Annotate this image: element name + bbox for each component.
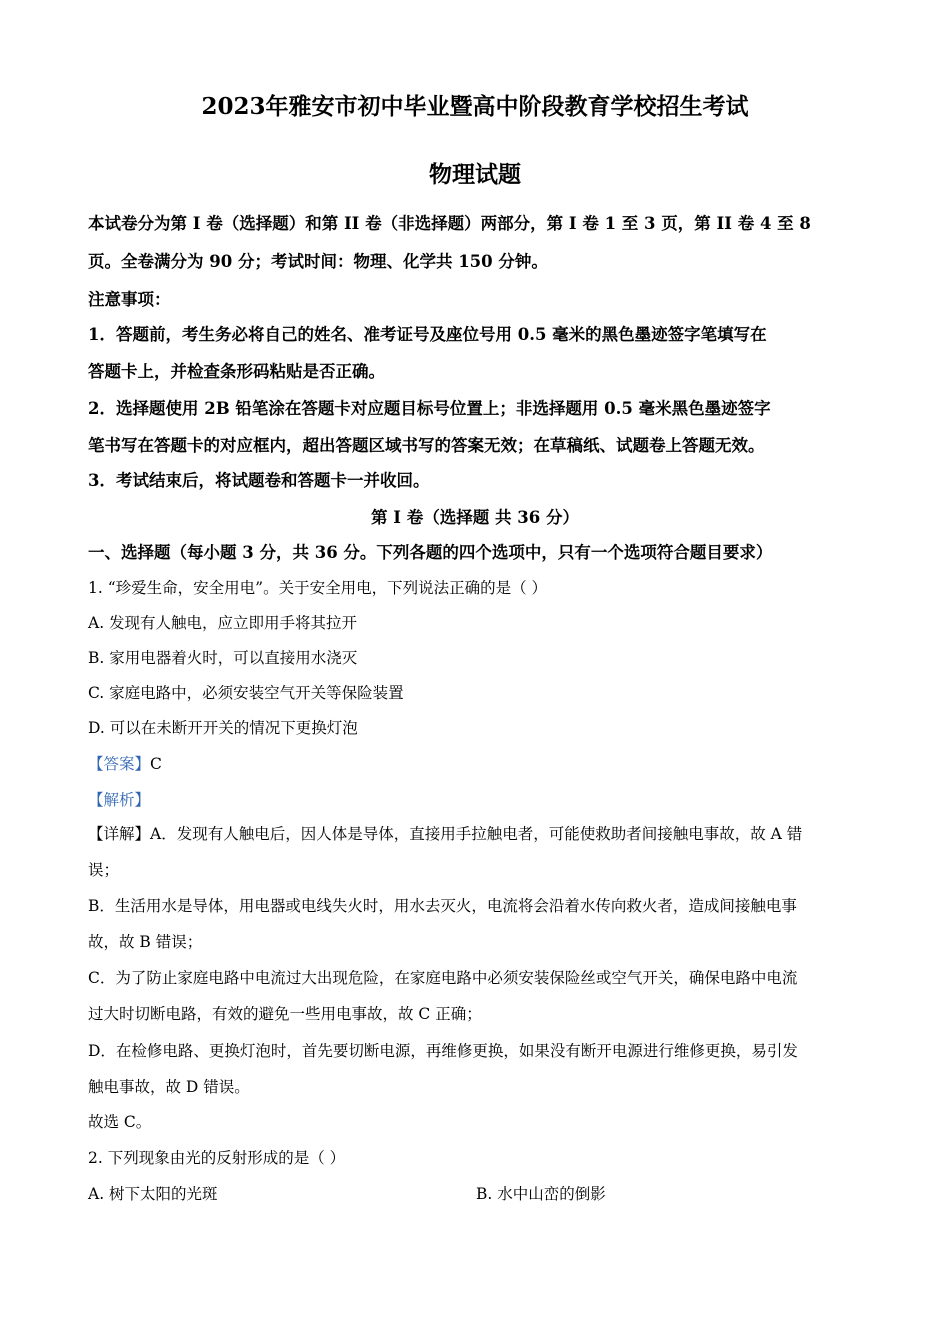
question-2-stem: 2. 下列现象由光的反射形成的是（ ）: [88, 1149, 346, 1167]
detail-line: 【详解】A．发现有人触电后，因人体是导体，直接用手拉触电者，可能使救助者间接触电事故，故 A 错: [88, 825, 803, 843]
detail-line: 触电事故，故 D 错误。: [88, 1078, 250, 1096]
detail-line: D．在检修电路、更换灯泡时，首先要切断电源，再维修更换，如果没有断开电源进行维修更换，易引发: [88, 1042, 798, 1060]
exam-subtitle: 物理试题: [429, 161, 521, 188]
notice-line: 1．答题前，考生务必将自己的姓名、准考证号及座位号用 0.5 毫米的黑色墨迹签字笔填写在: [88, 325, 767, 344]
intro-line: 页。全卷满分为 90 分；考试时间：物理、化学共 150 分钟。: [88, 252, 548, 271]
notice-line: 2．选择题使用 2B 铅笔涂在答题卡对应题目标号位置上；非选择题用 0.5 毫米黑色墨迹签字: [88, 399, 771, 418]
answer-value: C: [150, 755, 162, 773]
question-1-option-c: C. 家庭电路中，必须安装空气开关等保险装置: [88, 684, 404, 702]
notice-line: 笔书写在答题卡的对应框内，超出答题区域书写的答案无效；在草稿纸、试题卷上答题无效。: [88, 436, 765, 455]
question-1-stem: 1. “珍爱生命，安全用电”。关于安全用电，下列说法正确的是（ ）: [88, 579, 547, 597]
intro-line: 本试卷分为第 I 卷（选择题）和第 II 卷（非选择题）两部分，第 I 卷 1 至 3 页，第 II 卷 4 至 8: [88, 214, 811, 233]
detail-line: 误；: [88, 861, 120, 879]
detail-line: C．为了防止家庭电路中电流过大出现危险，在家庭电路中必须安装保险丝或空气开关，确保电路中电流: [88, 969, 798, 987]
notice-heading: 注意事项：: [88, 290, 171, 309]
question-1-option-d: D. 可以在未断开开关的情况下更换灯泡: [88, 719, 358, 737]
detail-line: 过大时切断电路，有效的避免一些用电事故，故 C 正确；: [88, 1005, 482, 1023]
section-heading: 一、选择题（每小题 3 分，共 36 分。下列各题的四个选项中，只有一个选项符合题目要求）: [88, 543, 773, 562]
answer-line: [88, 752, 162, 774]
exam-title: 2023年雅安市初中毕业暨高中阶段教育学校招生考试: [201, 93, 749, 120]
question-1-option-b: B. 家用电器着火时，可以直接用水浇灭: [88, 649, 358, 667]
detail-line: B．生活用水是导体，用电器或电线失火时，用水去灭火，电流将会沿着水传向救火者，造成间接触电事: [88, 897, 797, 915]
notice-line: 3．考试结束后，将试题卷和答题卡一并收回。: [88, 471, 430, 490]
analysis-label: 【解析】: [88, 791, 151, 809]
conclusion-line: 故选 C。: [88, 1113, 152, 1131]
detail-line: 故，故 B 错误；: [88, 933, 203, 951]
question-2-option-b: B. 水中山峦的倒影: [476, 1185, 606, 1203]
answer-label: 【答案】: [88, 755, 151, 773]
notice-line: 答题卡上，并检查条形码粘贴是否正确。: [88, 362, 385, 381]
question-2-option-a: A. 树下太阳的光斑: [88, 1185, 218, 1203]
question-1-option-a: A. 发现有人触电，应立即用手将其拉开: [88, 614, 358, 632]
part-title: 第 I 卷（选择题 共 36 分）: [371, 508, 579, 527]
